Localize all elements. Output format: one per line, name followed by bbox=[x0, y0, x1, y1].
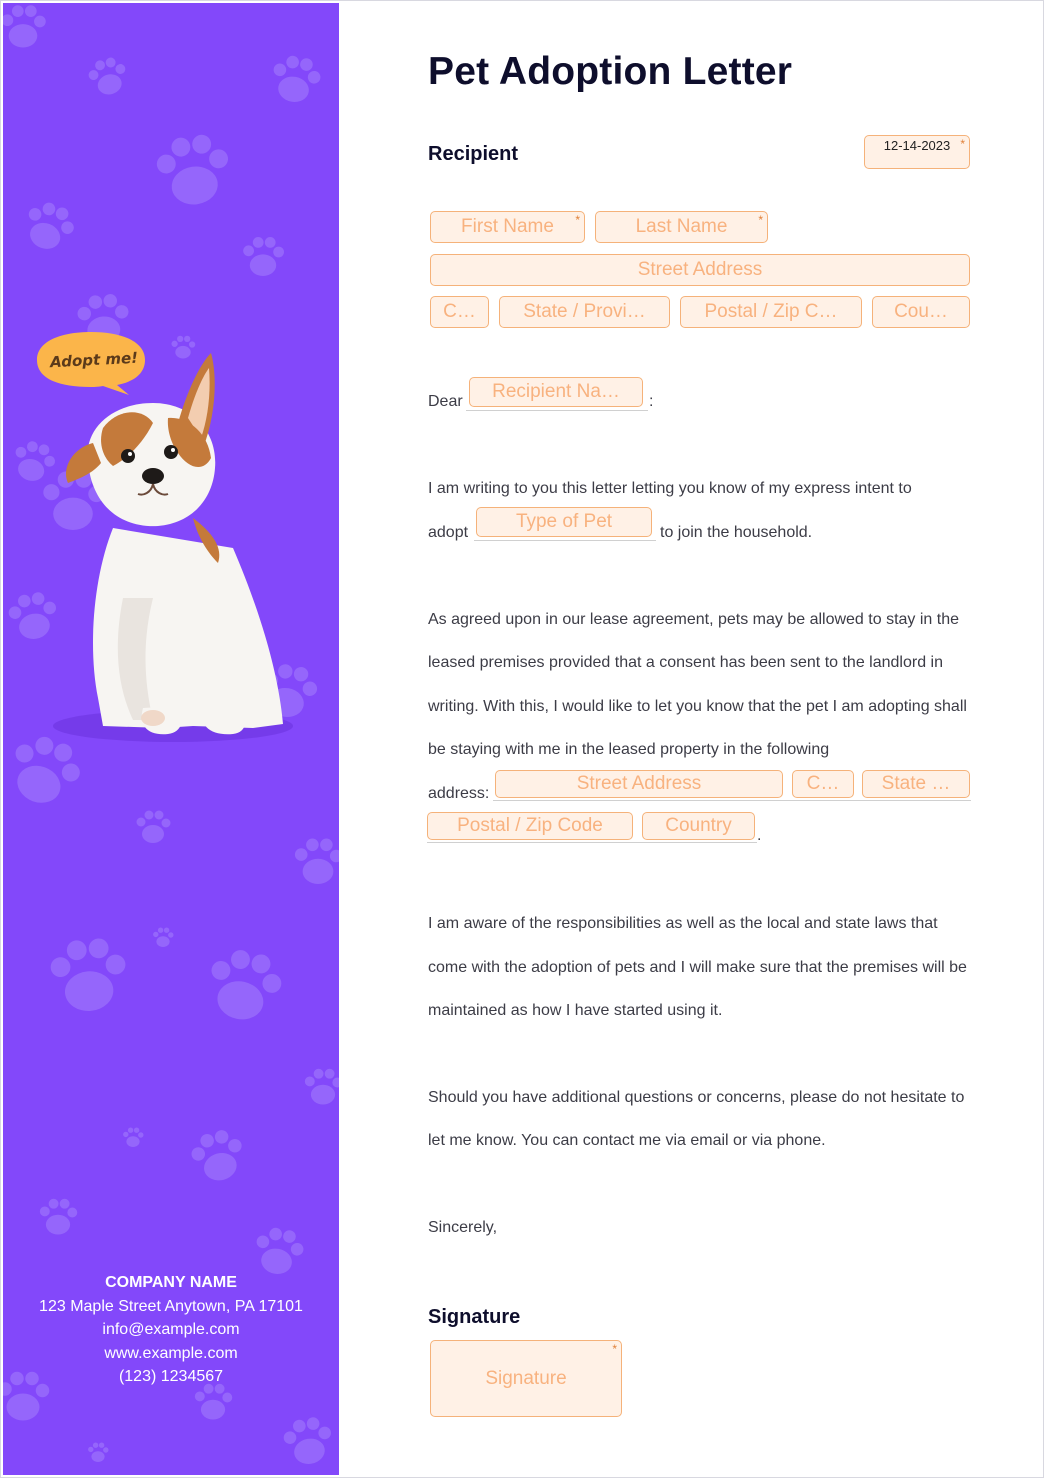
country-field[interactable]: Cou… bbox=[872, 296, 970, 328]
underline bbox=[493, 800, 971, 801]
company-website: www.example.com bbox=[104, 1344, 238, 1362]
required-mark: * bbox=[960, 137, 965, 151]
type-of-pet-field[interactable]: Type of Pet bbox=[476, 507, 652, 537]
address-label: address: bbox=[428, 785, 490, 802]
signature-field[interactable]: Signature * bbox=[430, 1340, 622, 1417]
pet-postal-code-field[interactable]: Postal / Zip Code bbox=[427, 812, 633, 840]
state-field[interactable]: State / Provi… bbox=[499, 296, 670, 328]
closing-text: Sincerely, bbox=[428, 1219, 498, 1236]
signature-label: Signature bbox=[428, 1306, 521, 1328]
underline bbox=[474, 540, 656, 541]
underline bbox=[427, 842, 757, 843]
pet-street-address-field[interactable]: Street Address bbox=[495, 770, 783, 798]
underline bbox=[466, 410, 648, 411]
first-name-field[interactable]: First Name * bbox=[430, 211, 585, 243]
recipient-label: Recipient bbox=[428, 143, 519, 165]
pet-city-field[interactable]: C… bbox=[792, 770, 854, 798]
pet-country-field[interactable]: Country bbox=[642, 812, 755, 840]
paragraph-1-rest: to join the household. bbox=[660, 524, 813, 541]
paragraph-3-line-1: I am aware of the responsibilities as well as the local and state laws that bbox=[428, 915, 938, 932]
paragraph-2-line-4: be staying with me in the leased property in the following bbox=[428, 741, 830, 758]
company-phone: (123) 1234567 bbox=[118, 1368, 224, 1385]
street-address-field[interactable]: Street Address bbox=[430, 254, 970, 286]
pet-state-field[interactable]: State … bbox=[862, 770, 970, 798]
date-field[interactable]: 12-14-2023 * bbox=[864, 135, 970, 169]
colon-text: : bbox=[649, 393, 654, 410]
company-name: COMPANY NAME bbox=[105, 1274, 237, 1291]
required-mark: * bbox=[575, 213, 580, 227]
required-mark: * bbox=[612, 1342, 617, 1356]
required-mark: * bbox=[758, 213, 763, 227]
period-text: . bbox=[757, 827, 762, 844]
sidebar bbox=[3, 3, 339, 1475]
dear-text: Dear bbox=[428, 393, 463, 410]
paragraph-3-line-3: maintained as how I have started using it. bbox=[428, 1002, 723, 1019]
company-email: info@example.com bbox=[102, 1321, 240, 1338]
company-address: 123 Maple Street Anytown, PA 17101 bbox=[39, 1297, 303, 1315]
paragraph-2-line-1: As agreed upon in our lease agreement, pets may be allowed to stay in the bbox=[428, 611, 959, 628]
paragraph-4-line-2: let me know. You can contact me via email or via phone. bbox=[428, 1132, 826, 1149]
paragraph-3-line-2: come with the adoption of pets and I will make sure that the premises will be bbox=[428, 959, 967, 976]
paragraph-2-line-2: leased premises provided that a consent has been sent to the landlord in bbox=[428, 654, 943, 671]
paragraph-2-line-3: writing. With this, I would like to let you know that the pet I am adopting shall bbox=[428, 698, 967, 715]
postal-code-field[interactable]: Postal / Zip C… bbox=[680, 296, 862, 328]
last-name-field[interactable]: Last Name * bbox=[595, 211, 768, 243]
bubble-text: Adopt me! bbox=[49, 348, 139, 372]
company-info bbox=[3, 1271, 339, 1389]
city-field[interactable]: C… bbox=[430, 296, 489, 328]
puppy-illustration bbox=[43, 348, 323, 748]
adopt-text: adopt bbox=[428, 524, 469, 541]
paragraph-1-line-1: I am writing to you this letter letting you know of my express intent to bbox=[428, 480, 912, 497]
recipient-name-field[interactable]: Recipient Na… bbox=[469, 377, 643, 407]
page-title: Pet Adoption Letter bbox=[428, 50, 793, 93]
paragraph-4-line-1: Should you have additional questions or concerns, please do not hesitate to bbox=[428, 1089, 965, 1106]
